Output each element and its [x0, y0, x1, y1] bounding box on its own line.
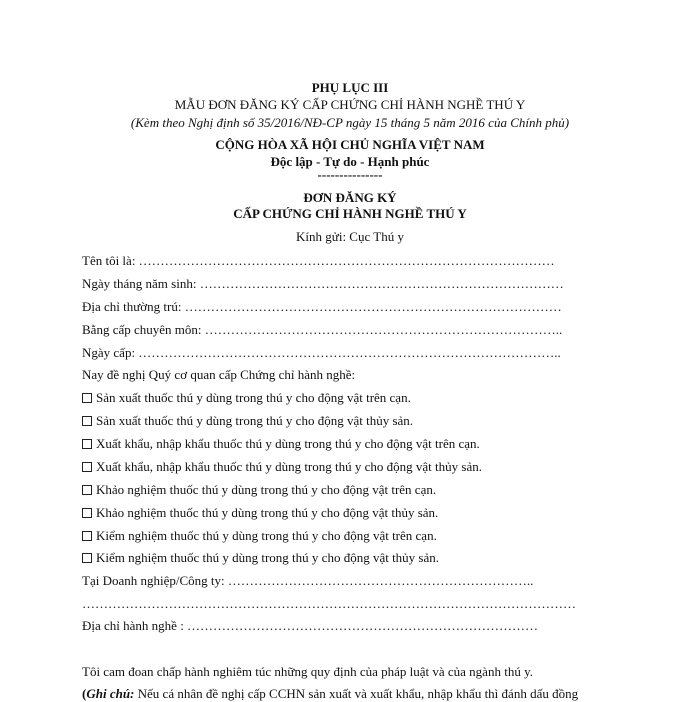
option-checkbox-row[interactable] [82, 390, 411, 406]
option-label: Xuất khẩu, nhập khẩu thuốc thú y dùng trong thú y cho động vật trên cạn. [96, 436, 480, 451]
issue-date-field[interactable]: Ngày cấp: …………………………………………………………………………………….. [82, 345, 561, 360]
option-checkbox-row[interactable] [82, 436, 480, 452]
checkbox-icon[interactable] [82, 508, 92, 518]
attachment-note: (Kèm theo Nghị định số 35/2016/NĐ-CP ngày 15 tháng 5 năm 2016 của Chính phủ) [130, 115, 570, 130]
name-field[interactable]: Tên tôi là: …………………………………………………………………………………… [82, 253, 555, 268]
checkbox-icon[interactable] [82, 439, 92, 449]
option-label: Khảo nghiệm thuốc thú y dùng trong thú y cho động vật thủy sản. [96, 505, 439, 520]
option-checkbox-row[interactable] [82, 413, 413, 429]
document-subtitle: CẤP CHỨNG CHỈ HÀNH NGHỀ THÚ Y [233, 206, 467, 221]
checkbox-icon[interactable] [82, 416, 92, 426]
checkbox-icon[interactable] [82, 393, 92, 403]
option-checkbox-row[interactable] [82, 505, 438, 521]
company-field-continuation[interactable]: …………………………………………………………………………………………………… [82, 596, 576, 611]
option-label: Kiểm nghiệm thuốc thú y dùng trong thú y cho động vật trên cạn. [96, 528, 437, 543]
option-label: Sản xuất thuốc thú y dùng trong thú y cho động vật thủy sản. [96, 413, 414, 428]
company-field[interactable]: Tại Doanh nghiệp/Công ty: …………………………………………………………….. [82, 573, 534, 588]
national-motto: Độc lập - Tự do - Hạnh phúc [270, 154, 430, 169]
country-name: CỘNG HÒA XÃ HỘI CHỦ NGHĨA VIỆT NAM [215, 137, 485, 152]
form-name: MẪU ĐƠN ĐĂNG KÝ CẤP CHỨNG CHỈ HÀNH NGHỀ THÚ Y [174, 97, 526, 112]
note-text: Nếu cá nhân đề nghị cấp CCHN sản xuất và xuất khẩu, nhập khẩu thì đánh dấu đồng [137, 686, 579, 701]
request-intro: Nay đề nghị Quý cơ quan cấp Chứng chỉ hành nghề: [82, 367, 356, 382]
option-checkbox-row[interactable] [82, 482, 436, 498]
option-checkbox-row[interactable] [82, 550, 439, 566]
note-line: (Ghi chú: Nếu cá nhân đề nghị cấp CCHN sản xuất và xuất khẩu, nhập khẩu thì đánh dấu đồng [82, 686, 579, 701]
header-separator: --------------- [317, 167, 383, 182]
option-label: Sản xuất thuốc thú y dùng trong thú y cho động vật trên cạn. [96, 390, 411, 405]
address-field[interactable]: Địa chỉ thường trú: …………………………………………………………………………… [82, 299, 562, 314]
dob-field[interactable]: Ngày tháng năm sinh: ………………………………………………………………………… [82, 276, 564, 291]
option-checkbox-row[interactable] [82, 528, 437, 544]
commitment-statement: Tôi cam đoan chấp hành nghiêm túc những quy định của pháp luật và của ngành thú y. [82, 664, 533, 679]
appendix-title: PHỤ LỤC III [311, 80, 389, 95]
checkbox-icon[interactable] [82, 553, 92, 563]
document-title: ĐƠN ĐĂNG KÝ [303, 190, 397, 205]
note-label: Ghi chú: [86, 686, 135, 701]
practice-address-field[interactable]: Địa chỉ hành nghề : ……………………………………………………………………… [82, 618, 539, 633]
option-label: Xuất khẩu, nhập khẩu thuốc thú y dùng trong thú y cho động vật thủy sản. [96, 459, 482, 474]
checkbox-icon[interactable] [82, 531, 92, 541]
checkbox-icon[interactable] [82, 462, 92, 472]
degree-field[interactable]: Bằng cấp chuyên môn: ……………………………………………………………………….. [82, 322, 563, 337]
checkbox-icon[interactable] [82, 485, 92, 495]
option-checkbox-row[interactable] [82, 459, 482, 475]
recipient-line: Kính gửi: Cục Thú y [296, 229, 404, 244]
option-label: Khảo nghiệm thuốc thú y dùng trong thú y cho động vật trên cạn. [96, 482, 437, 497]
option-label: Kiểm nghiệm thuốc thú y dùng trong thú y cho động vật thủy sản. [96, 550, 440, 565]
